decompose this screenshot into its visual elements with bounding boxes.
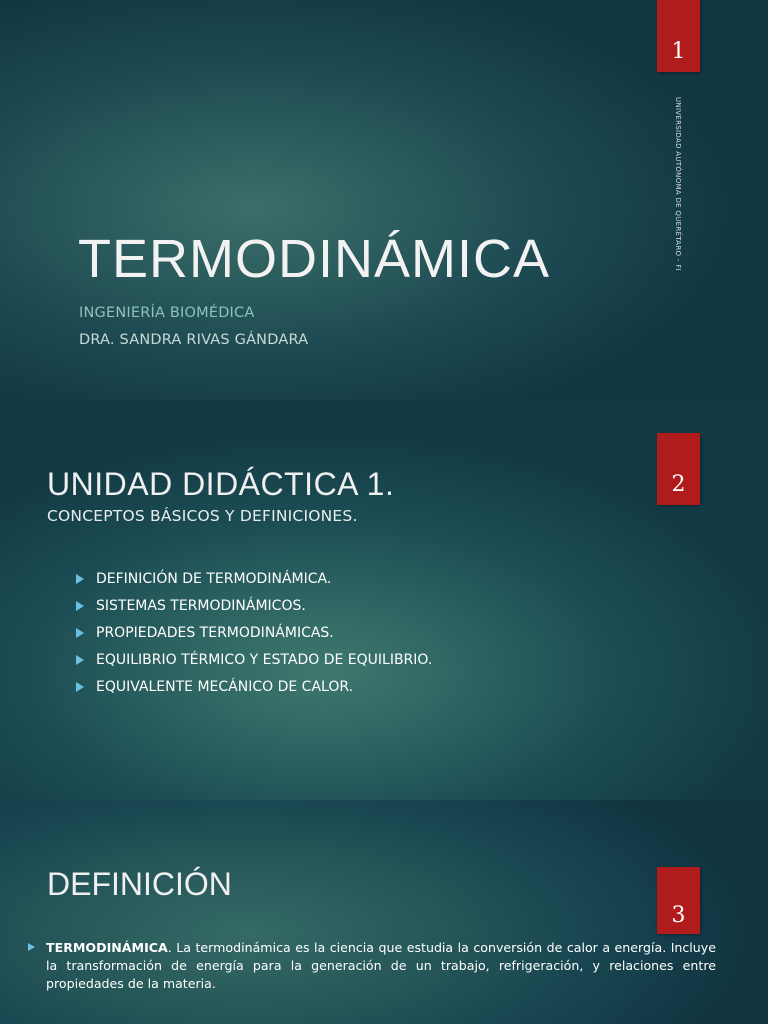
slide-title: DEFINICIÓN xyxy=(47,866,232,902)
program-subtitle: INGENIERÍA BIOMÉDICA xyxy=(79,305,255,321)
author-subtitle: DRA. SANDRA RIVAS GÁNDARA xyxy=(79,332,309,348)
triangle-right-icon xyxy=(76,655,84,665)
slide-1 xyxy=(0,0,768,400)
slide-subtitle: CONCEPTOS BÁSICOS Y DEFINICIONES. xyxy=(47,507,358,525)
definition-term: TERMODINÁMICA xyxy=(46,940,168,955)
list-item-label: EQUILIBRIO TÉRMICO Y ESTADO DE EQUILIBRIO. xyxy=(96,651,433,668)
triangle-right-icon xyxy=(28,943,35,951)
list-item-label: PROPIEDADES TERMODINÁMICAS. xyxy=(96,624,334,641)
definition-paragraph xyxy=(28,939,716,993)
triangle-right-icon xyxy=(76,682,84,692)
list-item xyxy=(76,673,432,700)
university-vertical-label: UNIVERSIDAD AUTÓNOMA DE QUERÉTARO - FI xyxy=(674,97,682,271)
definition-text: . La termodinámica es la ciencia que estudia la conversión de calor a energía. Incluye la transformación de energía para la generación de un trabajo, refrigeración, y relaciones entre propiedades de la materia. xyxy=(46,940,716,991)
slide-2 xyxy=(0,400,768,800)
list-item-label: EQUIVALENTE MECÁNICO DE CALOR. xyxy=(96,678,354,695)
list-item-label: SISTEMAS TERMODINÁMICOS. xyxy=(96,597,306,614)
slide-number-badge: 1 xyxy=(657,0,700,72)
slide-number-badge: 3 xyxy=(657,867,700,934)
list-item xyxy=(76,592,432,619)
triangle-right-icon xyxy=(76,574,84,584)
slide-title: UNIDAD DIDÁCTICA 1. xyxy=(47,466,395,502)
slide-number-badge: 2 xyxy=(657,433,700,505)
slide-title: TERMODINÁMICA xyxy=(78,229,550,289)
triangle-right-icon xyxy=(76,628,84,638)
list-item xyxy=(76,619,432,646)
slide-3 xyxy=(0,800,768,1024)
list-item xyxy=(76,646,432,673)
list-item xyxy=(76,565,432,592)
list-item-label: DEFINICIÓN DE TERMODINÁMICA. xyxy=(96,570,332,587)
topic-list xyxy=(76,565,432,700)
triangle-right-icon xyxy=(76,601,84,611)
